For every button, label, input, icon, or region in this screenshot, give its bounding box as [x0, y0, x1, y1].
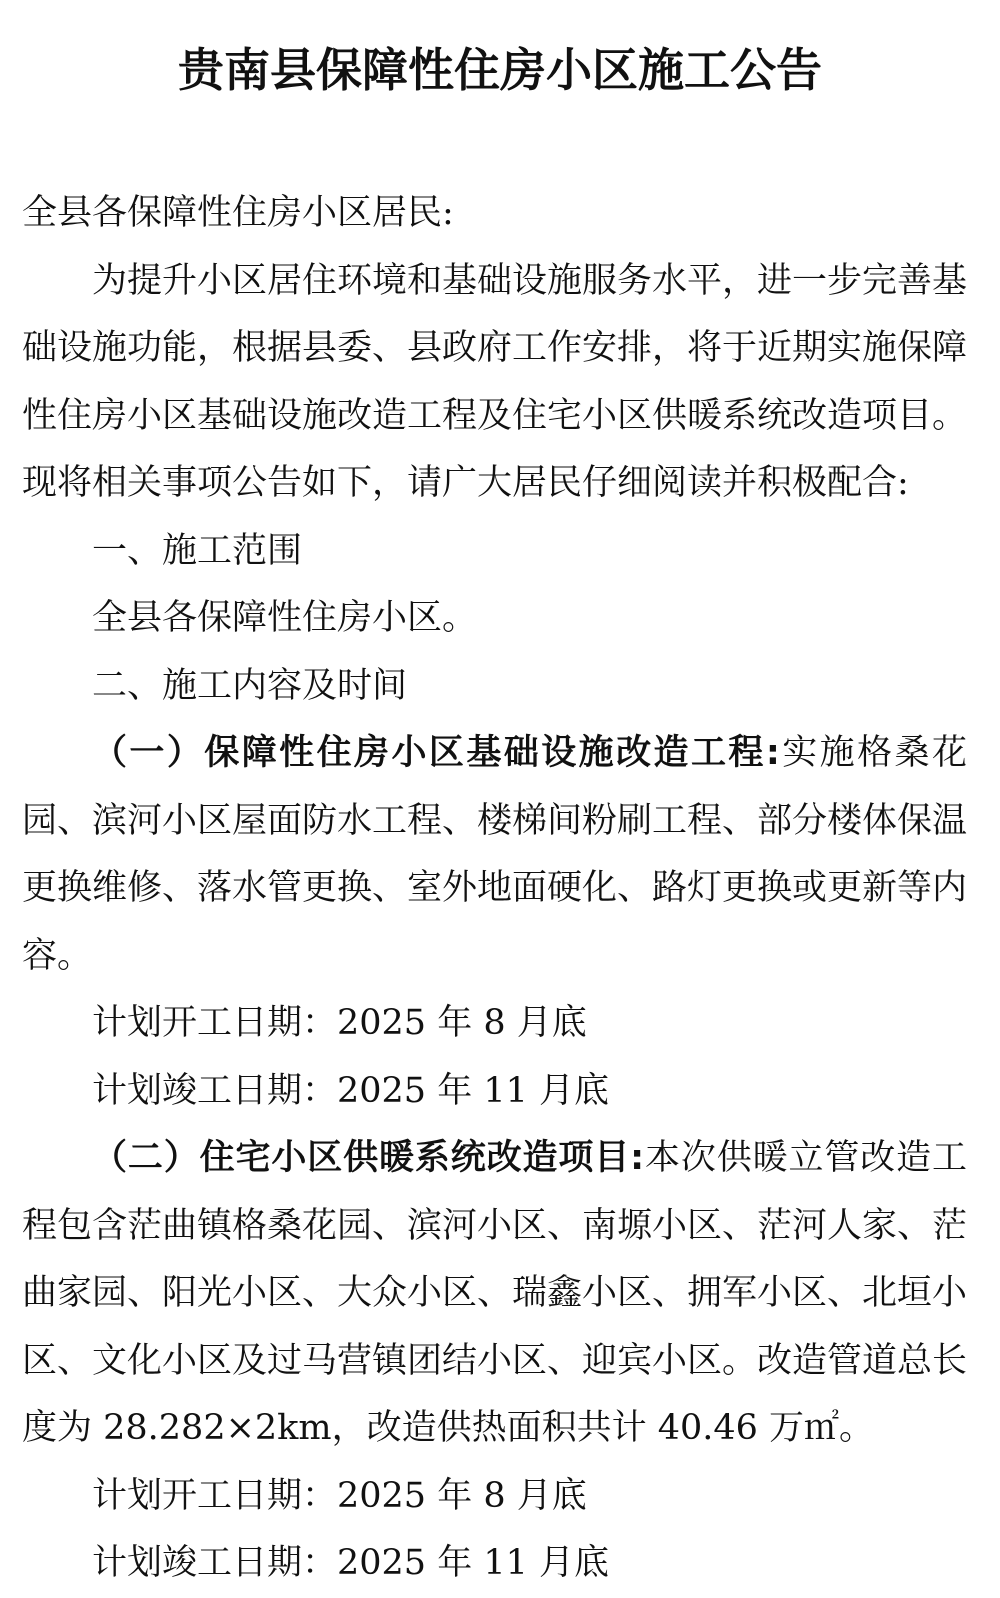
section1-heading: 一、施工范围: [92, 530, 303, 571]
section2-item1-label: （一）保障性住房小区基础设施改造工程:: [92, 733, 780, 773]
intro-paragraph: 为提升小区居住环境和基础设施服务水平，进一步完善基础设施功能，根据县委、县政府工作安排，将于近期实施保障性住房小区基础设施改造工程及住宅小区供暖系统改造项目。现将相关事项公告如下，请广大居民仔细阅读并积极配合:: [22, 260, 968, 503]
section2-item2-text: 本次供暖立管改造工程包含茫曲镇格桑花园、滨河小区、南塬小区、茫河人家、茫曲家园、阳光小区、大众小区、瑞鑫小区、拥军小区、北垣小区、文化小区及过马营镇团结小区、迎宾小区。改造管道总长度为 28.282×2km，改造供热面积共计 40.46 万㎡。: [22, 1138, 968, 1448]
section2-item2-paragraph: [22, 1125, 967, 1463]
section2-item1-end-date: 计划竣工日期：2025 年 11 月底: [92, 1070, 609, 1111]
salutation: 全县各保障性住房小区居民:: [22, 193, 454, 233]
section2-heading: 二、施工内容及时间: [92, 665, 408, 706]
notice-body: [22, 180, 967, 1598]
notice-title: 贵南县保障性住房小区施工公告: [178, 43, 822, 97]
section2-item1-paragraph: [22, 720, 967, 990]
section1-content: 全县各保障性住房小区。: [92, 598, 478, 638]
section2-item1-start-date: 计划开工日期：2025 年 8 月底: [92, 1003, 587, 1043]
section2-item2-label: （二）住宅小区供暖系统改造项目:: [92, 1138, 645, 1178]
section2-item1-text: 实施格桑花园、滨河小区屋面防水工程、楼梯间粉刷工程、部分楼体保温更换维修、落水管更换、室外地面硬化、路灯更换或更新等内容。: [22, 733, 968, 976]
section2-item2-start-date: 计划开工日期：2025 年 8 月底: [92, 1475, 587, 1516]
section2-item2-end-date: 计划竣工日期：2025 年 11 月底: [92, 1543, 609, 1583]
